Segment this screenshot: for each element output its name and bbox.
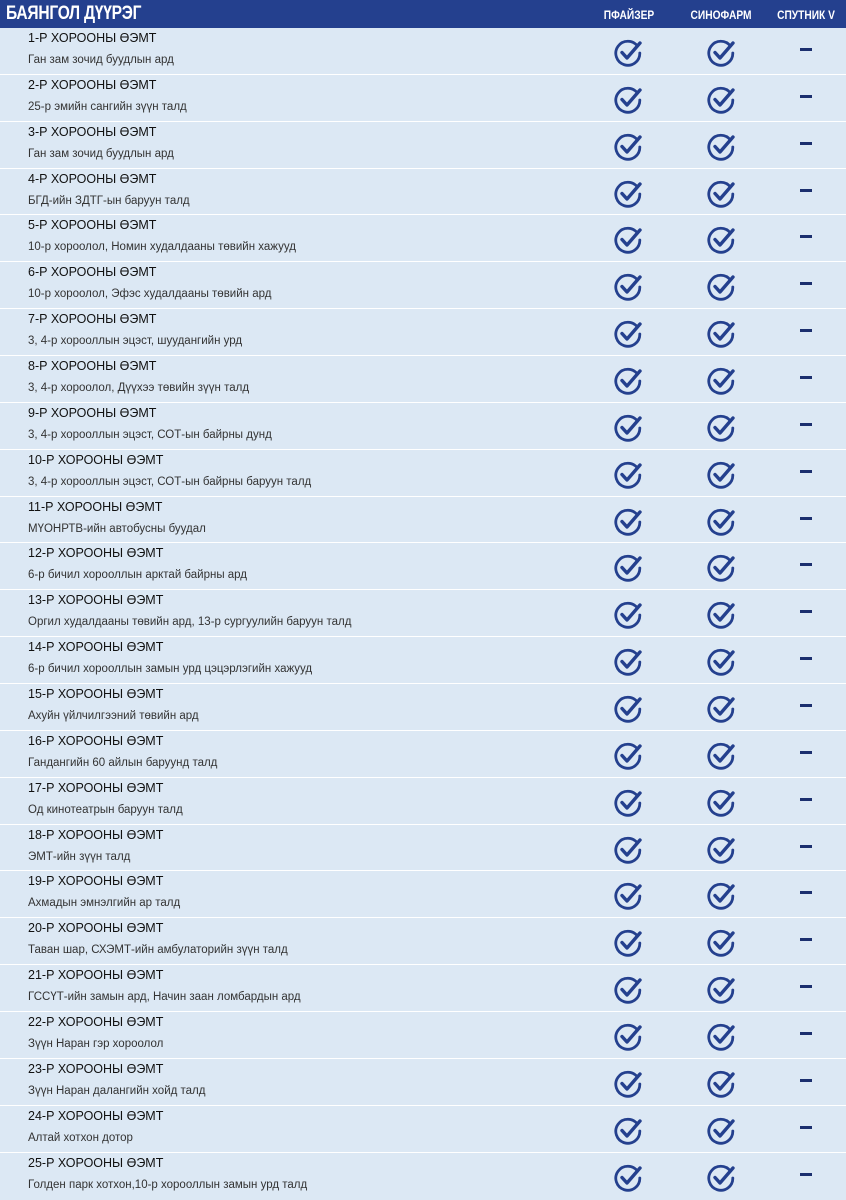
- health-center-name: 15-Р ХОРООНЫ ӨЭМТ: [28, 687, 164, 702]
- pfizer-check-icon: [613, 1069, 643, 1099]
- sinopharm-check-icon: [706, 507, 736, 537]
- health-center-name: 2-Р ХОРООНЫ ӨЭМТ: [28, 77, 157, 92]
- pfizer-check-icon: [613, 553, 643, 583]
- table-row: [0, 169, 846, 216]
- sputnik-dash-icon: [800, 798, 812, 801]
- sputnik-dash-icon: [800, 751, 812, 754]
- table-row: [0, 778, 846, 825]
- sinopharm-check-icon: [706, 272, 736, 302]
- column-header-sputnik: СПУТНИК V: [777, 8, 835, 22]
- sinopharm-check-icon: [706, 835, 736, 865]
- sputnik-dash-icon: [800, 704, 812, 707]
- table-row: [0, 403, 846, 450]
- table-row: [0, 356, 846, 403]
- table-row: [0, 590, 846, 637]
- sputnik-dash-icon: [800, 423, 812, 426]
- health-center-location: Зүүн Наран гэр хороолол: [28, 1038, 164, 1051]
- table-row: [0, 1059, 846, 1106]
- column-header-pfizer: ПФАЙЗЕР: [603, 8, 655, 22]
- health-center-location: 10-р хороолол, Номин худалдааны төвийн хажууд: [28, 241, 296, 254]
- sputnik-dash-icon: [800, 95, 812, 98]
- pfizer-check-icon: [613, 413, 643, 443]
- column-header-sinopharm: СИНОФАРМ: [690, 8, 752, 22]
- sinopharm-check-icon: [706, 881, 736, 911]
- pfizer-check-icon: [613, 1022, 643, 1052]
- health-center-name: 19-Р ХОРООНЫ ӨЭМТ: [28, 874, 164, 889]
- table-row: [0, 215, 846, 262]
- health-center-location: ЭМТ-ийн зүүн талд: [28, 850, 131, 863]
- sinopharm-check-icon: [706, 85, 736, 115]
- health-center-name: 20-Р ХОРООНЫ ӨЭМТ: [28, 921, 164, 936]
- health-center-location: 10-р хороолол, Эфэс худалдааны төвийн ард: [28, 288, 272, 301]
- table-row: [0, 637, 846, 684]
- table-row: [0, 497, 846, 544]
- table-row: [0, 825, 846, 872]
- sputnik-dash-icon: [800, 48, 812, 51]
- sputnik-dash-icon: [800, 189, 812, 192]
- sinopharm-check-icon: [706, 1163, 736, 1193]
- table-row: [0, 450, 846, 497]
- sputnik-dash-icon: [800, 563, 812, 566]
- table-row: [0, 918, 846, 965]
- pfizer-check-icon: [613, 835, 643, 865]
- pfizer-check-icon: [613, 975, 643, 1005]
- sinopharm-check-icon: [706, 413, 736, 443]
- health-center-name: 11-Р ХОРООНЫ ӨЭМТ: [28, 499, 163, 514]
- pfizer-check-icon: [613, 928, 643, 958]
- table-row: [0, 309, 846, 356]
- health-center-name: 3-Р ХОРООНЫ ӨЭМТ: [28, 124, 157, 139]
- pfizer-check-icon: [613, 460, 643, 490]
- health-center-location: Голден парк хотхон,10-р хорооллын замын урд талд: [28, 1178, 308, 1191]
- health-center-name: 12-Р ХОРООНЫ ӨЭМТ: [28, 546, 164, 561]
- pfizer-check-icon: [613, 507, 643, 537]
- sinopharm-check-icon: [706, 1069, 736, 1099]
- health-center-name: 6-Р ХОРООНЫ ӨЭМТ: [28, 265, 157, 280]
- sputnik-dash-icon: [800, 470, 812, 473]
- sinopharm-check-icon: [706, 553, 736, 583]
- sinopharm-check-icon: [706, 225, 736, 255]
- health-center-location: БГД-ийн ЗДТГ-ын баруун талд: [28, 194, 190, 207]
- sinopharm-check-icon: [706, 132, 736, 162]
- pfizer-check-icon: [613, 38, 643, 68]
- health-center-name: 4-Р ХОРООНЫ ӨЭМТ: [28, 171, 157, 186]
- sinopharm-check-icon: [706, 460, 736, 490]
- health-center-location: Гандангийн 60 айлын баруунд талд: [28, 756, 218, 769]
- table-row: [0, 543, 846, 590]
- health-center-location: 3, 4-р хорооллын эцэст, СОТ-ын байрны дунд: [28, 428, 272, 441]
- health-center-name: 24-Р ХОРООНЫ ӨЭМТ: [28, 1108, 164, 1123]
- health-center-name: 23-Р ХОРООНЫ ӨЭМТ: [28, 1061, 164, 1076]
- table-row: [0, 965, 846, 1012]
- table-header: [0, 0, 846, 28]
- pfizer-check-icon: [613, 741, 643, 771]
- health-center-name: 10-Р ХОРООНЫ ӨЭМТ: [28, 452, 164, 467]
- health-center-location: Таван шар, СХЭМТ-ийн амбулаторийн зүүн талд: [28, 944, 288, 957]
- sputnik-dash-icon: [800, 985, 812, 988]
- sputnik-dash-icon: [800, 235, 812, 238]
- health-center-name: 18-Р ХОРООНЫ ӨЭМТ: [28, 827, 164, 842]
- table-row: [0, 28, 846, 75]
- pfizer-check-icon: [613, 647, 643, 677]
- vaccination-table: [0, 28, 846, 1199]
- health-center-name: 7-Р ХОРООНЫ ӨЭМТ: [28, 312, 157, 327]
- sputnik-dash-icon: [800, 1032, 812, 1035]
- health-center-location: 3, 4-р хорооллын эцэст, СОТ-ын байрны баруун талд: [28, 475, 312, 488]
- table-row: [0, 75, 846, 122]
- health-center-name: 17-Р ХОРООНЫ ӨЭМТ: [28, 780, 164, 795]
- health-center-name: 9-Р ХОРООНЫ ӨЭМТ: [28, 405, 157, 420]
- sinopharm-check-icon: [706, 1116, 736, 1146]
- sputnik-dash-icon: [800, 282, 812, 285]
- table-row: [0, 731, 846, 778]
- health-center-location: 6-р бичил хорооллын арктай байрны ард: [28, 569, 248, 582]
- pfizer-check-icon: [613, 85, 643, 115]
- sinopharm-check-icon: [706, 647, 736, 677]
- health-center-location: ГССҮТ-ийн замын ард, Начин заан ломбардын ард: [28, 991, 301, 1004]
- sputnik-dash-icon: [800, 1173, 812, 1176]
- table-row: [0, 122, 846, 169]
- sinopharm-check-icon: [706, 319, 736, 349]
- health-center-location: Ахмадын эмнэлгийн ар талд: [28, 897, 181, 910]
- sinopharm-check-icon: [706, 600, 736, 630]
- pfizer-check-icon: [613, 1116, 643, 1146]
- pfizer-check-icon: [613, 319, 643, 349]
- sputnik-dash-icon: [800, 891, 812, 894]
- health-center-location: Ган зам зочид буудлын ард: [28, 147, 174, 160]
- sinopharm-check-icon: [706, 975, 736, 1005]
- table-row: [0, 871, 846, 918]
- pfizer-check-icon: [613, 600, 643, 630]
- sinopharm-check-icon: [706, 741, 736, 771]
- sputnik-dash-icon: [800, 142, 812, 145]
- sputnik-dash-icon: [800, 376, 812, 379]
- sinopharm-check-icon: [706, 928, 736, 958]
- health-center-location: Ган зам зочид буудлын ард: [28, 54, 174, 66]
- sputnik-dash-icon: [800, 1126, 812, 1129]
- health-center-location: 3, 4-р хороолол, Дүүхээ төвийн зүүн талд: [28, 382, 250, 395]
- pfizer-check-icon: [613, 179, 643, 209]
- pfizer-check-icon: [613, 272, 643, 302]
- sinopharm-check-icon: [706, 366, 736, 396]
- sputnik-dash-icon: [800, 329, 812, 332]
- health-center-name: 5-Р ХОРООНЫ ӨЭМТ: [28, 218, 157, 233]
- health-center-name: 14-Р ХОРООНЫ ӨЭМТ: [28, 640, 164, 655]
- table-row: [0, 1106, 846, 1153]
- health-center-name: 1-Р ХОРООНЫ ӨЭМТ: [28, 31, 157, 45]
- district-title: БАЯНГОЛ ДҮҮРЭГ: [6, 3, 142, 24]
- health-center-name: 13-Р ХОРООНЫ ӨЭМТ: [28, 593, 164, 608]
- pfizer-check-icon: [613, 132, 643, 162]
- health-center-location: Оргил худалдааны төвийн ард, 13-р сургуулийн баруун талд: [28, 616, 352, 629]
- table-row: [0, 262, 846, 309]
- pfizer-check-icon: [613, 788, 643, 818]
- health-center-location: 25-р эмийн сангийн зүүн талд: [28, 100, 187, 113]
- health-center-name: 25-Р ХОРООНЫ ӨЭМТ: [28, 1155, 164, 1170]
- health-center-name: 22-Р ХОРООНЫ ӨЭМТ: [28, 1015, 164, 1030]
- table-row: [0, 684, 846, 731]
- sinopharm-check-icon: [706, 694, 736, 724]
- health-center-name: 16-Р ХОРООНЫ ӨЭМТ: [28, 733, 164, 748]
- health-center-location: Зүүн Наран далангийн хойд талд: [28, 1084, 206, 1097]
- health-center-location: МҮОНРТВ-ийн автобусны буудал: [28, 522, 206, 535]
- health-center-name: 21-Р ХОРООНЫ ӨЭМТ: [28, 968, 164, 983]
- table-row: [0, 1153, 846, 1200]
- health-center-name: 8-Р ХОРООНЫ ӨЭМТ: [28, 359, 157, 374]
- health-center-location: Од кинотеатрын баруун талд: [28, 803, 183, 816]
- sinopharm-check-icon: [706, 179, 736, 209]
- table-row: [0, 1012, 846, 1059]
- sputnik-dash-icon: [800, 938, 812, 941]
- sputnik-dash-icon: [800, 1079, 812, 1082]
- sputnik-dash-icon: [800, 657, 812, 660]
- pfizer-check-icon: [613, 366, 643, 396]
- sputnik-dash-icon: [800, 517, 812, 520]
- pfizer-check-icon: [613, 1163, 643, 1193]
- health-center-location: 6-р бичил хорооллын замын урд цэцэрлэгийн хажууд: [28, 663, 313, 676]
- sinopharm-check-icon: [706, 38, 736, 68]
- sinopharm-check-icon: [706, 788, 736, 818]
- pfizer-check-icon: [613, 225, 643, 255]
- sinopharm-check-icon: [706, 1022, 736, 1052]
- sputnik-dash-icon: [800, 845, 812, 848]
- health-center-location: Ахуйн үйлчилгээний төвийн ард: [28, 710, 199, 723]
- pfizer-check-icon: [613, 881, 643, 911]
- health-center-location: Алтай хотхон дотор: [28, 1131, 133, 1144]
- sputnik-dash-icon: [800, 610, 812, 613]
- health-center-location: 3, 4-р хорооллын эцэст, шуудангийн урд: [28, 335, 243, 348]
- pfizer-check-icon: [613, 694, 643, 724]
